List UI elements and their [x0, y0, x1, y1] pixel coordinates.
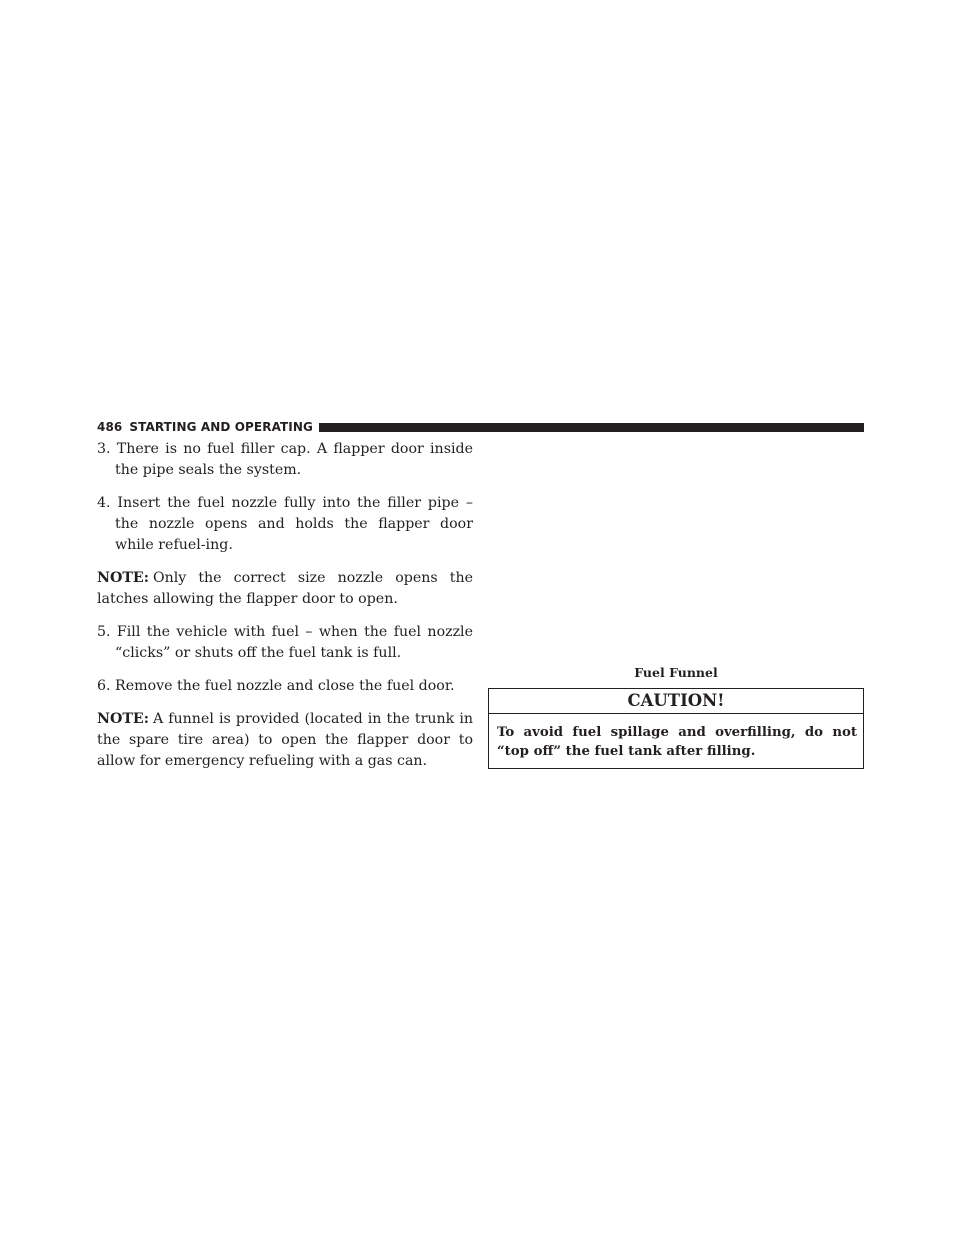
figure-caption: Fuel Funnel	[634, 665, 718, 680]
caution-text: To avoid fuel spillage and overfilling, do not “top off” the fuel tank after filling.	[497, 725, 857, 759]
note-text: Only the correct size nozzle opens the latches allowing the flapper door to open.	[97, 570, 473, 607]
step-4: 4. Insert the fuel nozzle fully into the filler pipe – the nozzle opens and holds the flapper door while refuel-ing.	[97, 495, 473, 553]
page-number: 486	[97, 420, 123, 434]
header-rule	[319, 423, 864, 432]
caution-box	[488, 688, 864, 769]
right-column	[488, 439, 864, 759]
step-3: 3. There is no fuel filler cap. A flapper door inside the pipe seals the system.	[97, 441, 473, 478]
left-column	[97, 439, 473, 784]
section-title: STARTING AND OPERATING	[129, 420, 313, 434]
step-6: 6. Remove the fuel nozzle and close the fuel door.	[97, 678, 455, 694]
note-text: A funnel is provided (located in the trunk in the spare tire area) to open the flapper door to allow for emergency refueling with a gas can.	[97, 711, 473, 769]
caution-title: CAUTION!	[489, 689, 863, 714]
note-funnel	[97, 709, 473, 772]
step-5: 5. Fill the vehicle with fuel – when the fuel nozzle “clicks” or shuts off the fuel tank is full.	[97, 624, 473, 661]
page-header	[97, 420, 864, 434]
note-nozzle	[97, 568, 473, 610]
note-label: NOTE:	[97, 711, 149, 727]
note-label: NOTE:	[97, 570, 149, 586]
figure-image-area	[488, 439, 864, 665]
